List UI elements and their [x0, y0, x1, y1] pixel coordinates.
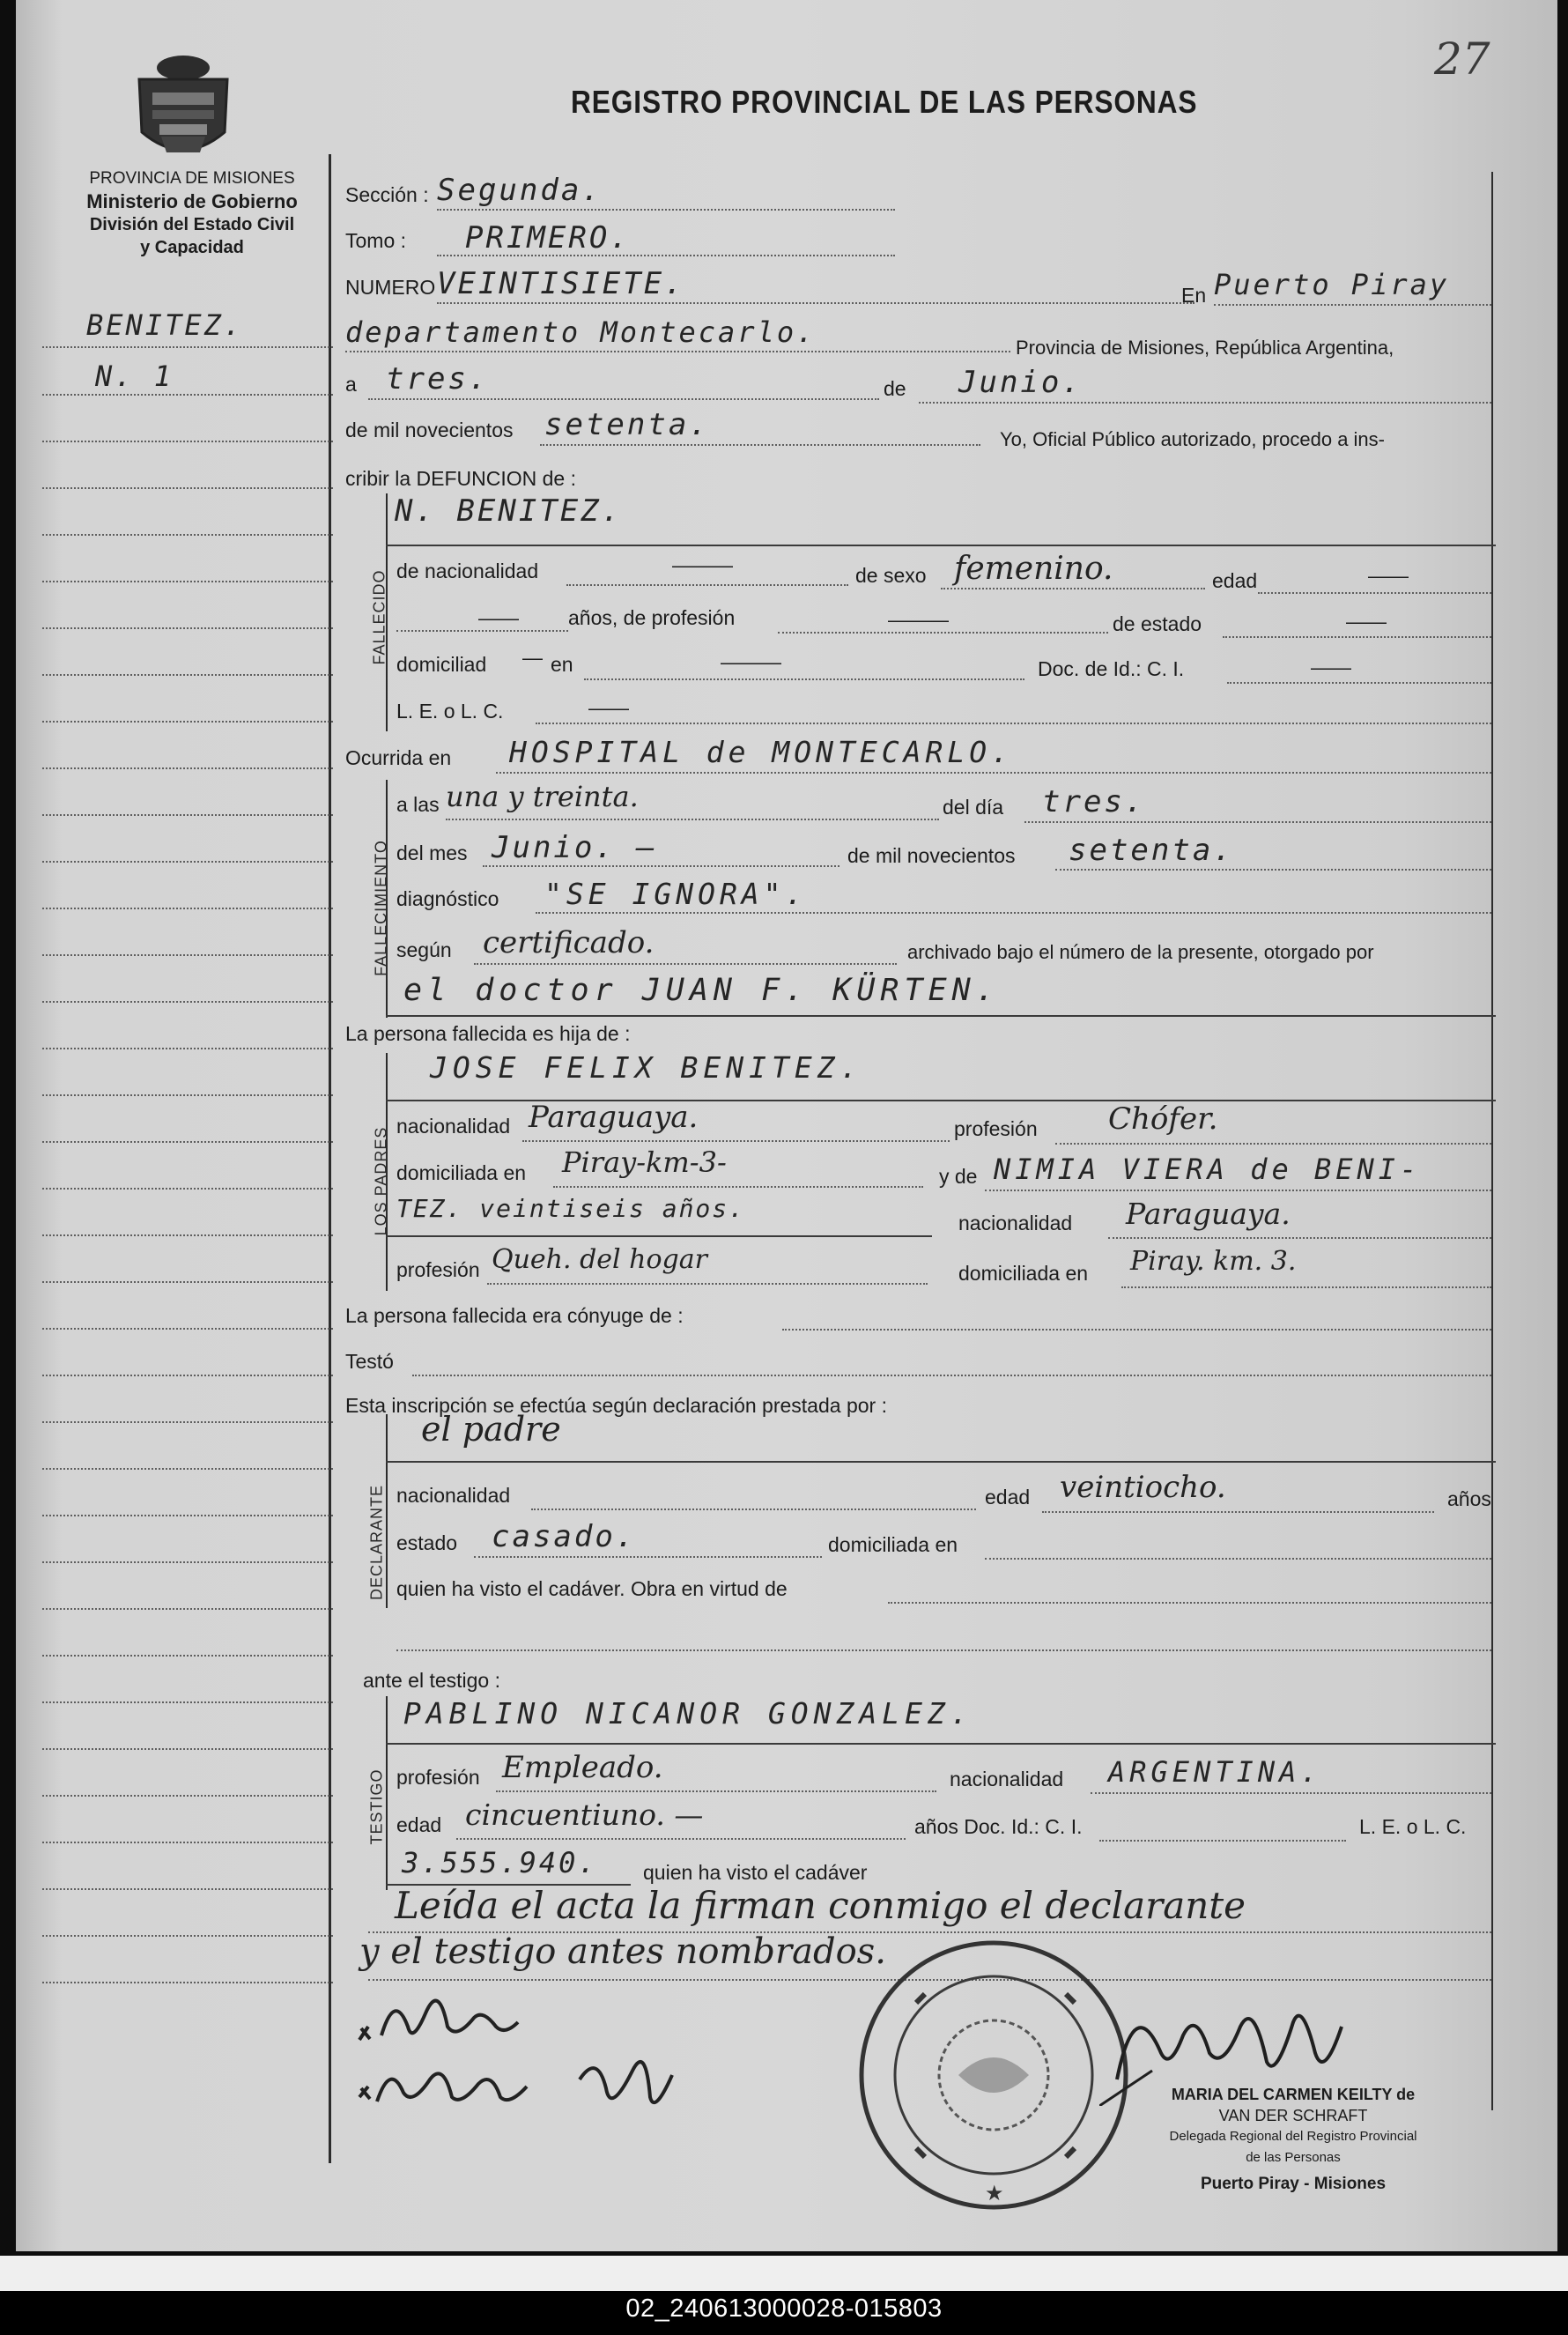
en-value: Puerto Piray: [1214, 268, 1450, 301]
fallecido-side-label: FALLECIDO: [370, 569, 388, 665]
a-value: tres.: [386, 361, 490, 397]
padre-domiciliada-value: Piray-km-3-: [562, 1145, 727, 1179]
padre-domiciliada-label: domiciliada en: [396, 1161, 527, 1184]
fallecido-edad-label: edad: [1212, 569, 1258, 592]
fallecido-anos-value: ——: [478, 606, 519, 629]
testigo-profesion-label: profesión: [396, 1766, 480, 1789]
fallecido-sexo-value: femenino.: [954, 551, 1113, 587]
declarante-side-label: DECLARANTE: [367, 1484, 386, 1601]
scan-reference-code: 02_240613000028-015803: [625, 2294, 943, 2323]
margin-number: N. 1: [95, 360, 174, 393]
a-las-value: una y treinta.: [446, 780, 639, 813]
madre-profesion-value: Queh. del hogar: [492, 1244, 707, 1275]
closing-line-1: Leída el acta la firman conmigo el declarante: [395, 1884, 1246, 1927]
de-value: Junio.: [958, 365, 1083, 400]
left-column-rule: [329, 154, 331, 2163]
padres-intro: La persona fallecida es hija de :: [345, 1022, 631, 1045]
document-title: REGISTRO PROVINCIAL DE LAS PERSONAS: [571, 84, 1198, 120]
official-name2: VAN DER SCHRAFT: [1218, 2107, 1368, 2124]
fallecido-le-label: L. E. o L. C.: [396, 700, 504, 723]
fallecido-nacionalidad-label: de nacionalidad: [396, 560, 539, 582]
closing-line-2: y el testigo antes nombrados.: [359, 1931, 886, 1972]
fallecido-domicilio-value: —: [522, 646, 543, 669]
doctor-value: el doctor JUAN F. KÜRTEN.: [403, 973, 1000, 1008]
seccion-value: Segunda.: [437, 173, 603, 208]
numero-value: VEINTISIETE.: [437, 266, 685, 301]
agency-block: [42, 167, 342, 259]
mil-label: de mil novecientos: [345, 419, 514, 441]
del-mes-label: del mes: [396, 841, 468, 864]
testigo-le-label: L. E. o L. C.: [1359, 1815, 1467, 1838]
provincia-text: Provincia de Misiones, República Argentina,: [1016, 337, 1394, 359]
agency-capacity: y Capacidad: [140, 238, 244, 257]
tomo-value: PRIMERO.: [465, 220, 631, 256]
declaracion-label: Esta inscripción se efectúa según declaración prestada por :: [345, 1394, 887, 1417]
cribir-text: cribir la DEFUNCION de :: [345, 467, 576, 490]
declarante-domiciliada-label: domiciliada en: [828, 1533, 958, 1556]
madre-nacionalidad-label: nacionalidad: [958, 1212, 1073, 1234]
declarante-cadaver-label: quien ha visto el cadáver. Obra en virtud de: [396, 1577, 788, 1600]
testigo-name: PABLINO NICANOR GONZALEZ.: [403, 1696, 973, 1731]
del-mes-value: Junio. —: [492, 830, 657, 865]
padre-profesion-value: Chófer.: [1108, 1101, 1218, 1137]
padre-nacionalidad-label: nacionalidad: [396, 1115, 511, 1138]
padres-side-label: LOS PADRES: [372, 1126, 390, 1236]
de-label: de: [884, 377, 906, 400]
page-number: 27: [1434, 33, 1490, 85]
padre-profesion-label: profesión: [954, 1117, 1038, 1140]
fallecimiento-mil-label: de mil novecientos: [847, 844, 1016, 867]
register-page: [16, 0, 1557, 2251]
padre-name: JOSE FELIX BENITEZ.: [430, 1050, 863, 1085]
diagnostico-value: "SE IGNORA".: [544, 877, 808, 911]
archivado-text: archivado bajo el número de la presente, otorgado por: [907, 941, 1374, 963]
official-block: [1108, 2084, 1478, 2195]
en-label: En: [1181, 284, 1207, 307]
a-label: a: [345, 373, 357, 396]
madre-domiciliada-value: Piray. km. 3.: [1130, 1246, 1297, 1277]
madre-name-cont: TEZ. veintiseis años.: [396, 1194, 746, 1223]
fallecimiento-side-label: FALLECIMIENTO: [372, 840, 390, 976]
yo-text: Yo, Oficial Público autorizado, procedo a ins-: [1000, 428, 1385, 450]
departamento-value: departamento Montecarlo.: [345, 315, 817, 349]
margin-surname: BENITEZ.: [86, 308, 244, 342]
provincial-crest-icon: [126, 48, 240, 167]
padre-nacionalidad-value: Paraguaya.: [529, 1100, 699, 1135]
fallecido-nacionalidad-value: ———: [672, 553, 733, 576]
fallecido-le-value: ——: [588, 696, 629, 719]
fallecido-en-label: en: [551, 653, 573, 676]
a-las-label: a las: [396, 793, 440, 816]
testo-label: Testó: [345, 1350, 394, 1373]
declarante-anos-label: años: [1447, 1487, 1491, 1510]
fallecido-doc-value: ——: [1311, 656, 1351, 678]
conyuge-label: La persona fallecida era cónyuge de :: [345, 1304, 684, 1327]
madre-profesion-label: profesión: [396, 1258, 480, 1281]
agency-ministry: Ministerio de Gobierno: [86, 190, 298, 212]
fallecido-doc-label: Doc. de Id.: C. I.: [1038, 657, 1185, 680]
ocurrida-label: Ocurrida en: [345, 746, 452, 769]
fallecido-en-value: ———: [721, 650, 781, 673]
declarante-edad-value: veintiocho.: [1060, 1470, 1226, 1505]
fallecido-estado-label: de estado: [1113, 612, 1202, 635]
testigo-anos-doc-label: años Doc. Id.: C. I.: [914, 1815, 1083, 1838]
svg-text:★: ★: [985, 2181, 1004, 2205]
fallecido-anos-label: años, de profesión: [568, 606, 736, 629]
declarante-name: el padre: [421, 1410, 561, 1449]
segun-value: certificado.: [483, 925, 655, 960]
scan-bottom-margin: [0, 2256, 1568, 2291]
declarante-estado-label: estado: [396, 1531, 458, 1554]
fallecido-profesion-value: ———: [888, 608, 949, 631]
del-dia-value: tres.: [1042, 784, 1146, 819]
madre-domiciliada-label: domiciliada en: [958, 1262, 1089, 1285]
ocurrida-value: HOSPITAL de MONTECARLO.: [509, 735, 1013, 769]
testigo-cadaver-label: quien ha visto el cadáver: [643, 1861, 868, 1884]
fallecido-domicilio-label: domiciliad: [396, 653, 487, 676]
segun-label: según: [396, 938, 452, 961]
mil-value: setenta.: [544, 407, 710, 442]
madre-name: NIMIA VIERA de BENI-: [994, 1153, 1422, 1186]
fallecido-estado-value: ——: [1346, 610, 1387, 633]
testigo-doc-number: 3.555.940.: [402, 1846, 598, 1879]
testigo-intro: ante el testigo :: [363, 1669, 500, 1692]
fallecimiento-mil-value: setenta.: [1069, 833, 1234, 868]
madre-nacionalidad-value: Paraguaya.: [1126, 1197, 1291, 1231]
agency-division: División del Estado Civil: [89, 215, 295, 234]
testigo-edad-label: edad: [396, 1813, 442, 1836]
testigo-profesion-value: Empleado.: [502, 1750, 663, 1785]
testigo-nacionalidad-label: nacionalidad: [950, 1768, 1064, 1790]
seccion-label: Sección :: [345, 183, 429, 206]
official-role2: de las Personas: [1246, 2150, 1341, 2165]
testigo-side-label: TESTIGO: [367, 1768, 386, 1845]
right-column-rule: [1491, 172, 1493, 2110]
fallecido-name: N. BENITEZ.: [395, 493, 623, 529]
numero-label: NUMERO: [345, 276, 436, 299]
official-role: Delegada Regional del Registro Provincial: [1169, 2129, 1417, 2144]
testigo-nacionalidad-value: ARGENTINA.: [1108, 1755, 1322, 1789]
fallecido-sexo-label: de sexo: [855, 564, 927, 587]
declarante-nacionalidad-label: nacionalidad: [396, 1484, 511, 1507]
diagnostico-label: diagnóstico: [396, 887, 499, 910]
official-name: MARIA DEL CARMEN KEILTY de: [1171, 2086, 1416, 2103]
agency-province: PROVINCIA DE MISIONES: [89, 169, 295, 188]
del-dia-label: del día: [943, 796, 1004, 819]
testigo-edad-value: cincuentiuno. —: [465, 1798, 704, 1832]
declarante-estado-value: casado.: [492, 1519, 637, 1554]
official-seal-icon: [853, 1934, 1135, 2216]
declarante-edad-label: edad: [985, 1486, 1031, 1508]
signature-declarante-icon: [342, 1974, 694, 2124]
fallecido-edad-value: ——: [1368, 564, 1409, 587]
y-de-label: y de: [939, 1165, 978, 1188]
tomo-label: Tomo :: [345, 229, 407, 252]
official-place: Puerto Piray - Misiones: [1200, 2175, 1387, 2193]
